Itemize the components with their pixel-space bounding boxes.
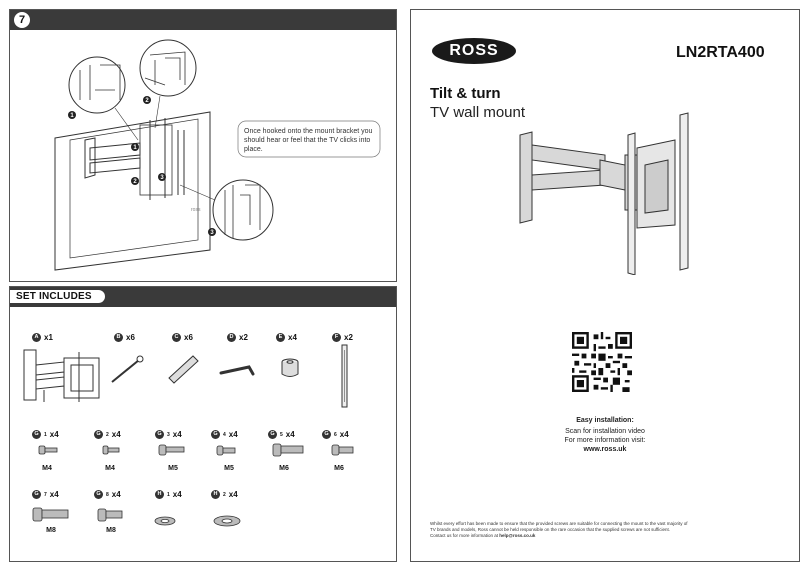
svg-text:2: 2 (145, 98, 149, 104)
part-c-anchor (169, 356, 198, 383)
scan-text: Scan for installation video (565, 428, 645, 435)
part-g8-bolt (98, 509, 122, 521)
disclaimer-line-2: TV brands and models, Ross cannot be held responsible on the rare occasion that the supplied screws are not sufficient. (430, 527, 671, 532)
part-d-label: D x2 (227, 333, 248, 342)
step-7-illustration (9, 29, 397, 282)
more-info-text: For more information visit: (564, 437, 646, 444)
part-g5-label: G 5 x4 (268, 430, 295, 439)
part-b-screw (112, 356, 143, 382)
part-e-spacer (282, 359, 298, 377)
callout-1: 1 (70, 113, 74, 119)
part-b-label: B x6 (114, 333, 135, 342)
step-header-bar (10, 10, 396, 30)
tv-logo: ross (191, 207, 201, 213)
step-number-badge: 7 (14, 12, 30, 28)
part-a-mount (24, 350, 99, 402)
parts-row-1 (9, 340, 397, 415)
upper-arm (532, 145, 605, 170)
product-title: Tilt & turn (430, 85, 501, 102)
part-f-label: F x2 (332, 333, 353, 342)
part-g1-bolt (39, 446, 57, 454)
part-g2-bolt (103, 446, 119, 454)
disclaimer-line-1: Whilst every effort has been made to ensure that the provided screws are suitable for connecting the mount to the vast majority of (430, 521, 688, 526)
part-h1-label: H 1 x4 (155, 490, 182, 499)
part-g5-bolt (273, 444, 303, 456)
detail-circle-3 (213, 180, 273, 240)
qr-code[interactable] (572, 332, 632, 392)
part-h2-label: H 2 x4 (211, 490, 238, 499)
contact-email[interactable]: help@ross.co.uk (499, 533, 536, 538)
size-g5: M6 (279, 465, 289, 472)
svg-text:3: 3 (210, 230, 214, 236)
product-image (510, 110, 710, 275)
svg-text:1: 1 (133, 145, 137, 151)
svg-text:2: 2 (133, 179, 137, 185)
part-e-label: E x4 (276, 333, 297, 342)
parts-row-2 (9, 440, 397, 465)
lower-arm (532, 170, 605, 190)
size-g4: M5 (224, 465, 234, 472)
set-includes-title: SET INCLUDES (10, 290, 105, 303)
model-number: LN2RTA400 (676, 44, 765, 61)
size-g7: M8 (46, 527, 56, 534)
part-g2-label: G 2 x4 (94, 430, 121, 439)
part-g1-label: G 1 x4 (32, 430, 59, 439)
part-f-bar (342, 345, 347, 407)
product-subtitle: TV wall mount (430, 104, 526, 121)
tv-frame (55, 112, 210, 270)
website-link[interactable]: www.ross.uk (583, 446, 627, 453)
part-g3-bolt (159, 445, 184, 455)
part-h1-washer (155, 517, 175, 525)
part-g4-bolt (217, 446, 235, 455)
part-g4-label: G 4 x4 (211, 430, 238, 439)
part-a-label: A x1 (32, 333, 53, 342)
part-g7-label: G 7 x4 (32, 490, 59, 499)
mount-bracket (140, 125, 172, 195)
vertical-rail-right (680, 113, 688, 270)
part-d-hex-key (221, 367, 253, 374)
easy-installation-heading: Easy installation: (576, 417, 634, 424)
part-g8-label: G 8 x4 (94, 490, 121, 499)
disclaimer-line-3: Contact us for more information at help@ross.co.uk (430, 533, 536, 538)
disclaimer (430, 521, 770, 539)
part-g7-bolt (33, 508, 68, 521)
vertical-rail-left (628, 133, 635, 275)
part-g6-bolt (332, 445, 353, 455)
size-g2: M4 (105, 465, 115, 472)
parts-row-3 (9, 500, 397, 530)
part-c-label: C x6 (172, 333, 193, 342)
size-g3: M5 (168, 465, 178, 472)
size-g1: M4 (42, 465, 52, 472)
brand-logo: ROSS (432, 38, 516, 64)
part-h2-washer (214, 516, 240, 526)
part-g6-label: G 6 x4 (322, 430, 349, 439)
step-note: Once hooked onto the mount bracket you should hear or feel that the TV clicks into place. (244, 128, 373, 153)
size-g6: M6 (334, 465, 344, 472)
part-g3-label: G 3 x4 (155, 430, 182, 439)
size-g8: M8 (106, 527, 116, 534)
detail-circle-2 (140, 40, 196, 96)
wall-plate (520, 132, 532, 223)
svg-text:3: 3 (160, 175, 164, 181)
